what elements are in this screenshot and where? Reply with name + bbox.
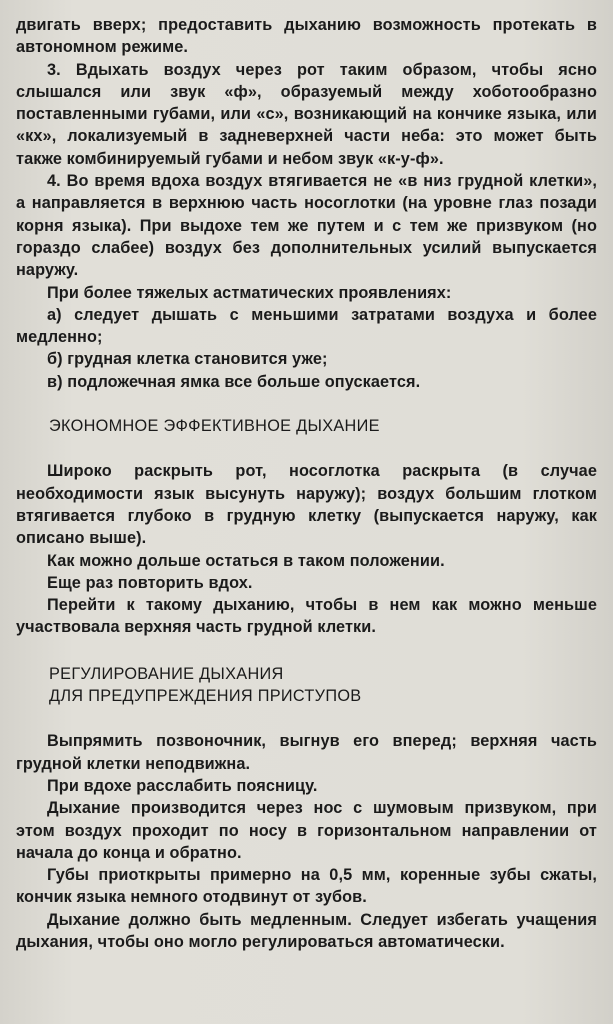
paragraph-spine: Выпрямить позвоночник, выгнув его вперед; верхняя часть грудной клетки неподвижна. (16, 732, 597, 773)
paragraph-lips: Губы приоткрыты примерно на 0,5 мм, коренные зубы сжаты, кончик языка немного отодвинут от зубов. (16, 866, 597, 907)
list-item-c: в) подложечная ямка все больше опускается. (47, 372, 421, 391)
spacer (16, 393, 597, 415)
paragraph-open-mouth: Широко раскрыть рот, носоглотка раскрыта (в случае необходимости язык высунуть наружу); воздух большим глотком втягивается глубоко в грудную клетку (выпускается наружу, как описано выше). (16, 462, 597, 548)
page-text (16, 14, 597, 953)
list-item-b: б) грудная клетка становится уже; (47, 350, 328, 369)
spacer (16, 437, 597, 460)
list-item-a: а) следует дышать с меньшими затратами воздуха и более медленно; (16, 305, 597, 347)
spacer (16, 707, 597, 730)
paragraph-stay: Как можно дольше остаться в таком положении. (47, 551, 445, 570)
paragraph-transition: Перейти к такому дыханию, чтобы в нем как можно меньше участвовала верхняя часть грудной клетки. (16, 596, 597, 637)
paragraph-continuation: двигать вверх; предоставить дыханию возможность протекать в автономном режиме. (16, 16, 597, 57)
section-heading-regulation-line2: ДЛЯ ПРЕДУПРЕЖДЕНИЯ ПРИСТУПОВ (49, 687, 362, 706)
paragraph-step-4: 4. Во время вдоха воздух втягивается не «в низ грудной клетки», а направляется в верхнюю часть носоглотки (на уровне глаз позади корня языка). При выдохе тем же путем и с тем же призвуком (но гораздо слабее) воздух без дополнительных усилий выпускается наружу. (16, 172, 597, 280)
paragraph-step-3: 3. Вдыхать воздух через рот таким образом, чтобы ясно слышался или звук «ф», образуемый между хоботообразно поставленными губами, или «с», возникающий на кончике языка, или «кх», локализуемый в задневерхней части неба: это может быть также комбинируемый губами и небом звук «к-у-ф». (16, 60, 597, 168)
paragraph-slow: Дыхание должно быть медленным. Следует избегать учащения дыхания, чтобы оно могло регулироваться автоматически. (16, 910, 597, 951)
section-heading-regulation (16, 663, 597, 708)
section-heading-economic-breathing: ЭКОНОМНОЕ ЭФФЕКТИВНОЕ ДЫХАНИЕ (49, 417, 380, 436)
spacer (16, 639, 597, 663)
paragraph-severe-intro: При более тяжелых астматических проявлениях: (47, 283, 452, 302)
paragraph-nose-breathing: Дыхание производится через нос с шумовым призвуком, при этом воздух проходит по носу в горизонтальном направлении от начала до конца и обратно. (16, 799, 597, 862)
section-heading-regulation-line1: РЕГУЛИРОВАНИЕ ДЫХАНИЯ (49, 664, 284, 683)
paragraph-relax: При вдохе расслабить поясницу. (47, 776, 318, 795)
paragraph-repeat: Еще раз повторить вдох. (47, 573, 253, 592)
